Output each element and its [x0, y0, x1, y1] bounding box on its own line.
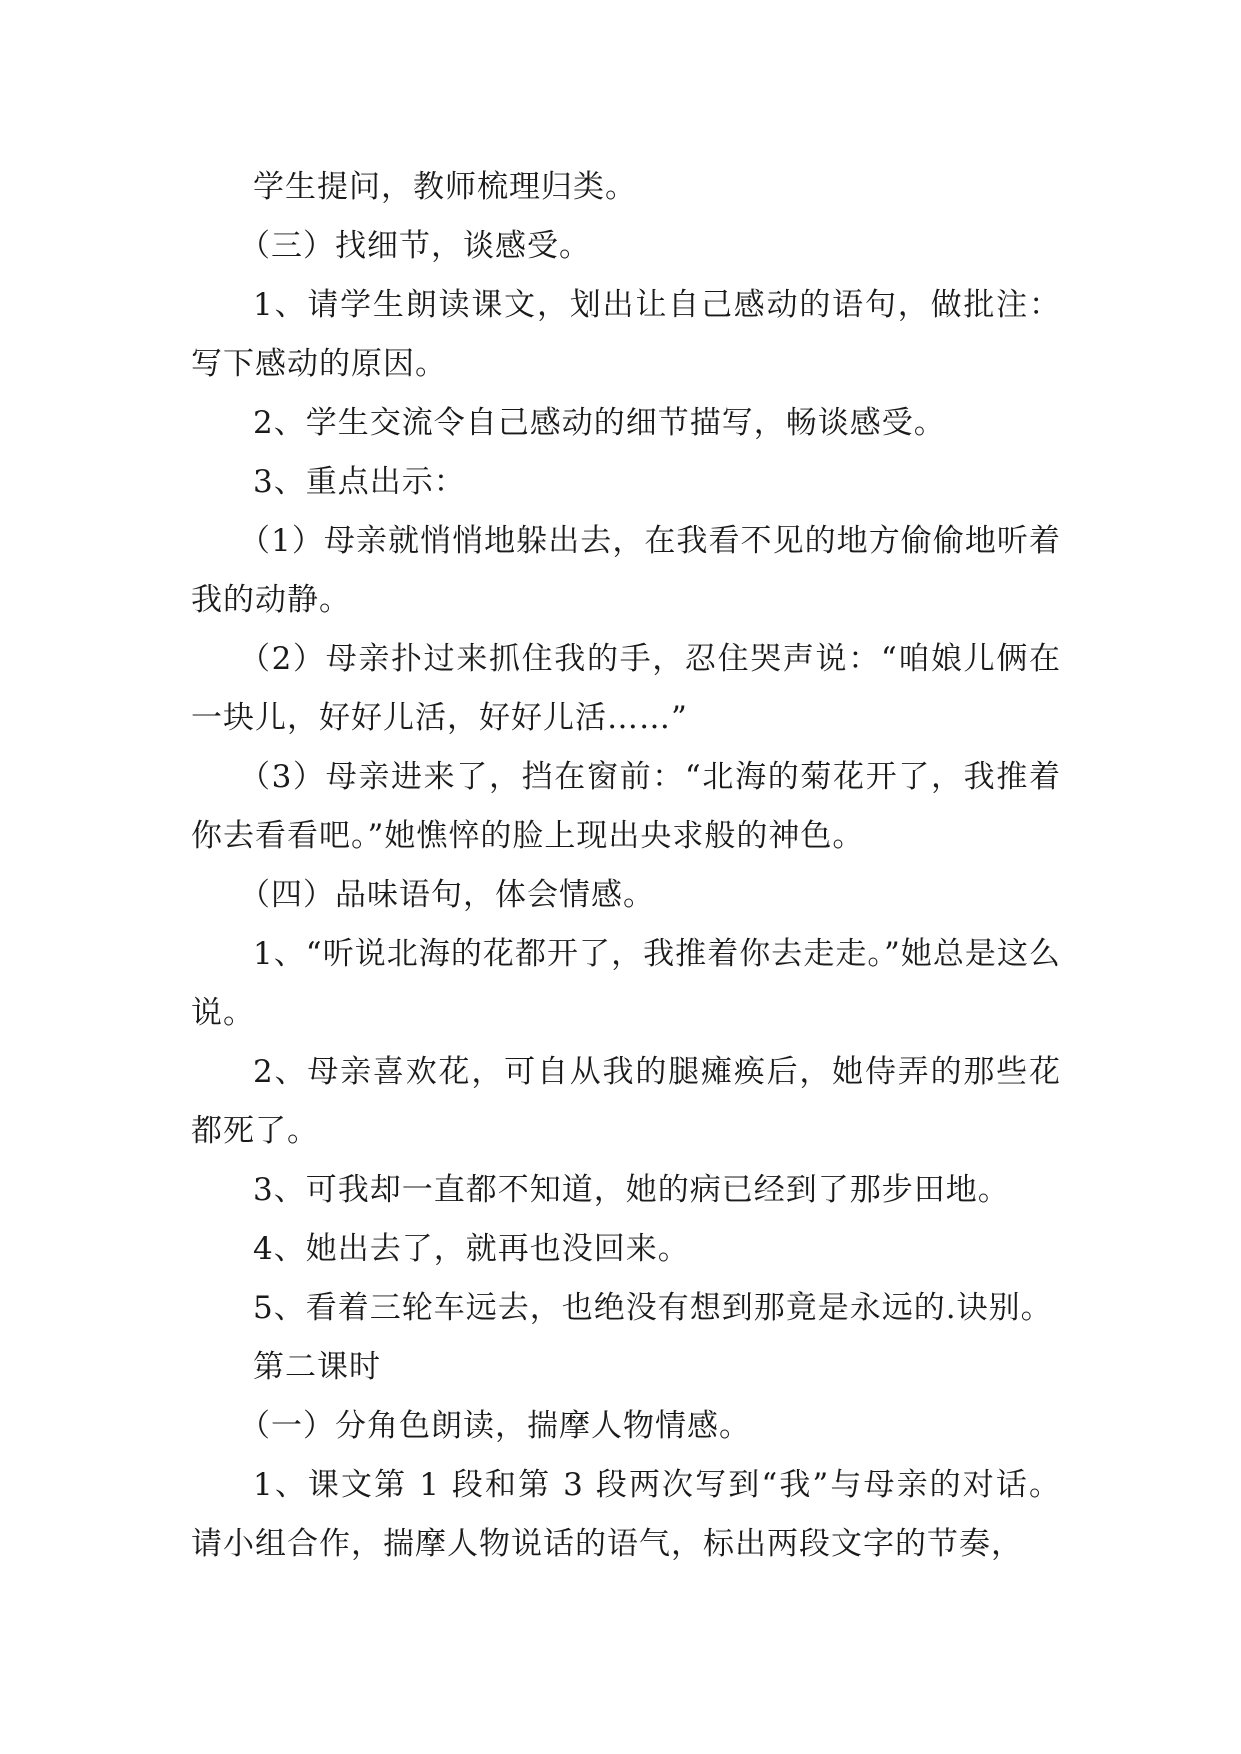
section-heading: （一）分角色朗读，揣摩人物情感。 — [239, 1408, 751, 1444]
paragraph: 3、重点出示： — [253, 464, 466, 500]
paragraph: 1、课文第 1 段和第 3 段两次写到“我”与母亲的对话。请小组合作，揣摩人物说话的语气，标出两段文字的节奏， — [191, 1467, 1061, 1562]
paragraph: 学生提问，教师梳理归类。 — [253, 169, 637, 205]
quote-item: （3）母亲进来了，挡在窗前：“北海的菊花开了，我推着你去看看吧。”她憔悴的脸上现出央求般的神色。 — [191, 759, 1061, 854]
quote-item: （1）母亲就悄悄地躲出去，在我看不见的地方偷偷地听着我的动静。 — [191, 523, 1061, 618]
paragraph: 5、看着三轮车远去，也绝没有想到那竟是永远的.诀别。 — [253, 1290, 1053, 1326]
paragraph: 2、母亲喜欢花，可自从我的腿瘫痪后，她侍弄的那些花都死了。 — [191, 1054, 1061, 1149]
section-heading: （四）品味语句，体会情感。 — [239, 877, 655, 913]
paragraph: 1、“听说北海的花都开了，我推着你去走走。”她总是这么说。 — [191, 936, 1061, 1031]
quote-item: （2）母亲扑过来抓住我的手，忍住哭声说：“咱娘儿俩在一块儿，好好儿活，好好儿活……” — [191, 641, 1061, 736]
lesson-heading: 第二课时 — [253, 1349, 381, 1385]
section-heading: （三）找细节，谈感受。 — [239, 228, 591, 264]
paragraph: 4、她出去了，就再也没回来。 — [253, 1231, 690, 1267]
paragraph: 1、请学生朗读课文，划出让自己感动的语句，做批注：写下感动的原因。 — [191, 287, 1061, 382]
document-page — [191, 158, 1061, 1574]
paragraph: 2、学生交流令自己感动的细节描写，畅谈感受。 — [253, 405, 946, 441]
paragraph: 3、可我却一直都不知道，她的病已经到了那步田地。 — [253, 1172, 1010, 1208]
